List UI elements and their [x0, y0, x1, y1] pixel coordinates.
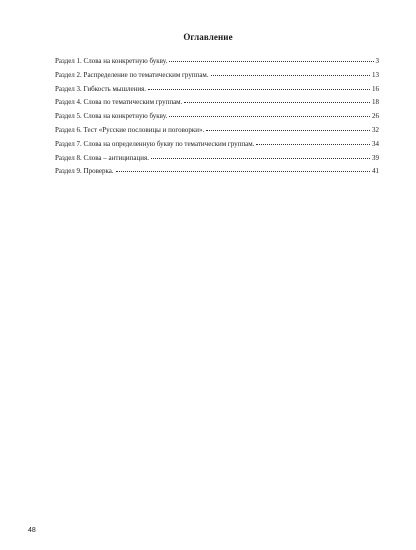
toc-entry-title: Раздел 4. Слова по тематическим группам.	[55, 98, 183, 107]
toc-entry-title: Раздел 6. Тест «Русские пословицы и поговорки».	[55, 125, 205, 134]
toc-entry-4[interactable]	[55, 96, 379, 110]
toc-entry-title: Раздел 9. Проверка.	[55, 167, 114, 176]
toc-entry-title: Раздел 5. Слова на конкретную букву.	[55, 112, 168, 121]
toc-entry-title: Раздел 3. Гибкость мышления.	[55, 84, 147, 93]
dot-leader	[256, 144, 370, 145]
toc-entry-6[interactable]	[55, 124, 379, 138]
toc-entry-7[interactable]	[55, 138, 379, 152]
dot-leader	[116, 171, 370, 172]
toc-entry-page: 13	[372, 70, 379, 79]
toc-entry-1[interactable]	[55, 55, 379, 69]
toc-entry-title: Раздел 1. Слова на конкретную букву.	[55, 57, 168, 65]
toc-entry-title: Раздел 2. Распределение по тематическим группам.	[55, 70, 209, 79]
toc-entry-title: Раздел 8. Слова – антиципация.	[55, 153, 149, 162]
dot-leader	[148, 89, 370, 90]
dot-leader	[206, 130, 370, 131]
toc-entry-5[interactable]	[55, 110, 379, 124]
toc-entry-page: 32	[372, 125, 379, 134]
toc-entry-8[interactable]	[55, 152, 379, 166]
toc-entry-page: 16	[372, 84, 379, 93]
dot-leader	[169, 116, 370, 117]
toc-entry-title: Раздел 7. Слова на определенную букву по тематическим группам.	[55, 139, 255, 148]
dot-leader	[151, 158, 370, 159]
toc-entry-3[interactable]	[55, 83, 379, 97]
table-of-contents	[55, 55, 379, 179]
dot-leader	[184, 102, 370, 103]
page-title: Оглавление	[183, 32, 233, 42]
toc-entry-page: 41	[372, 167, 379, 176]
dot-leader	[169, 61, 373, 62]
toc-entry-page: 26	[372, 112, 379, 121]
dot-leader	[211, 75, 370, 76]
toc-entry-page: 34	[372, 139, 379, 148]
toc-entry-9[interactable]	[55, 165, 379, 179]
page-number: 48	[28, 527, 36, 534]
toc-entry-page: 18	[372, 98, 379, 107]
toc-entry-2[interactable]	[55, 69, 379, 83]
toc-entry-page: 39	[372, 153, 379, 162]
toc-entry-page: 3	[375, 57, 379, 65]
